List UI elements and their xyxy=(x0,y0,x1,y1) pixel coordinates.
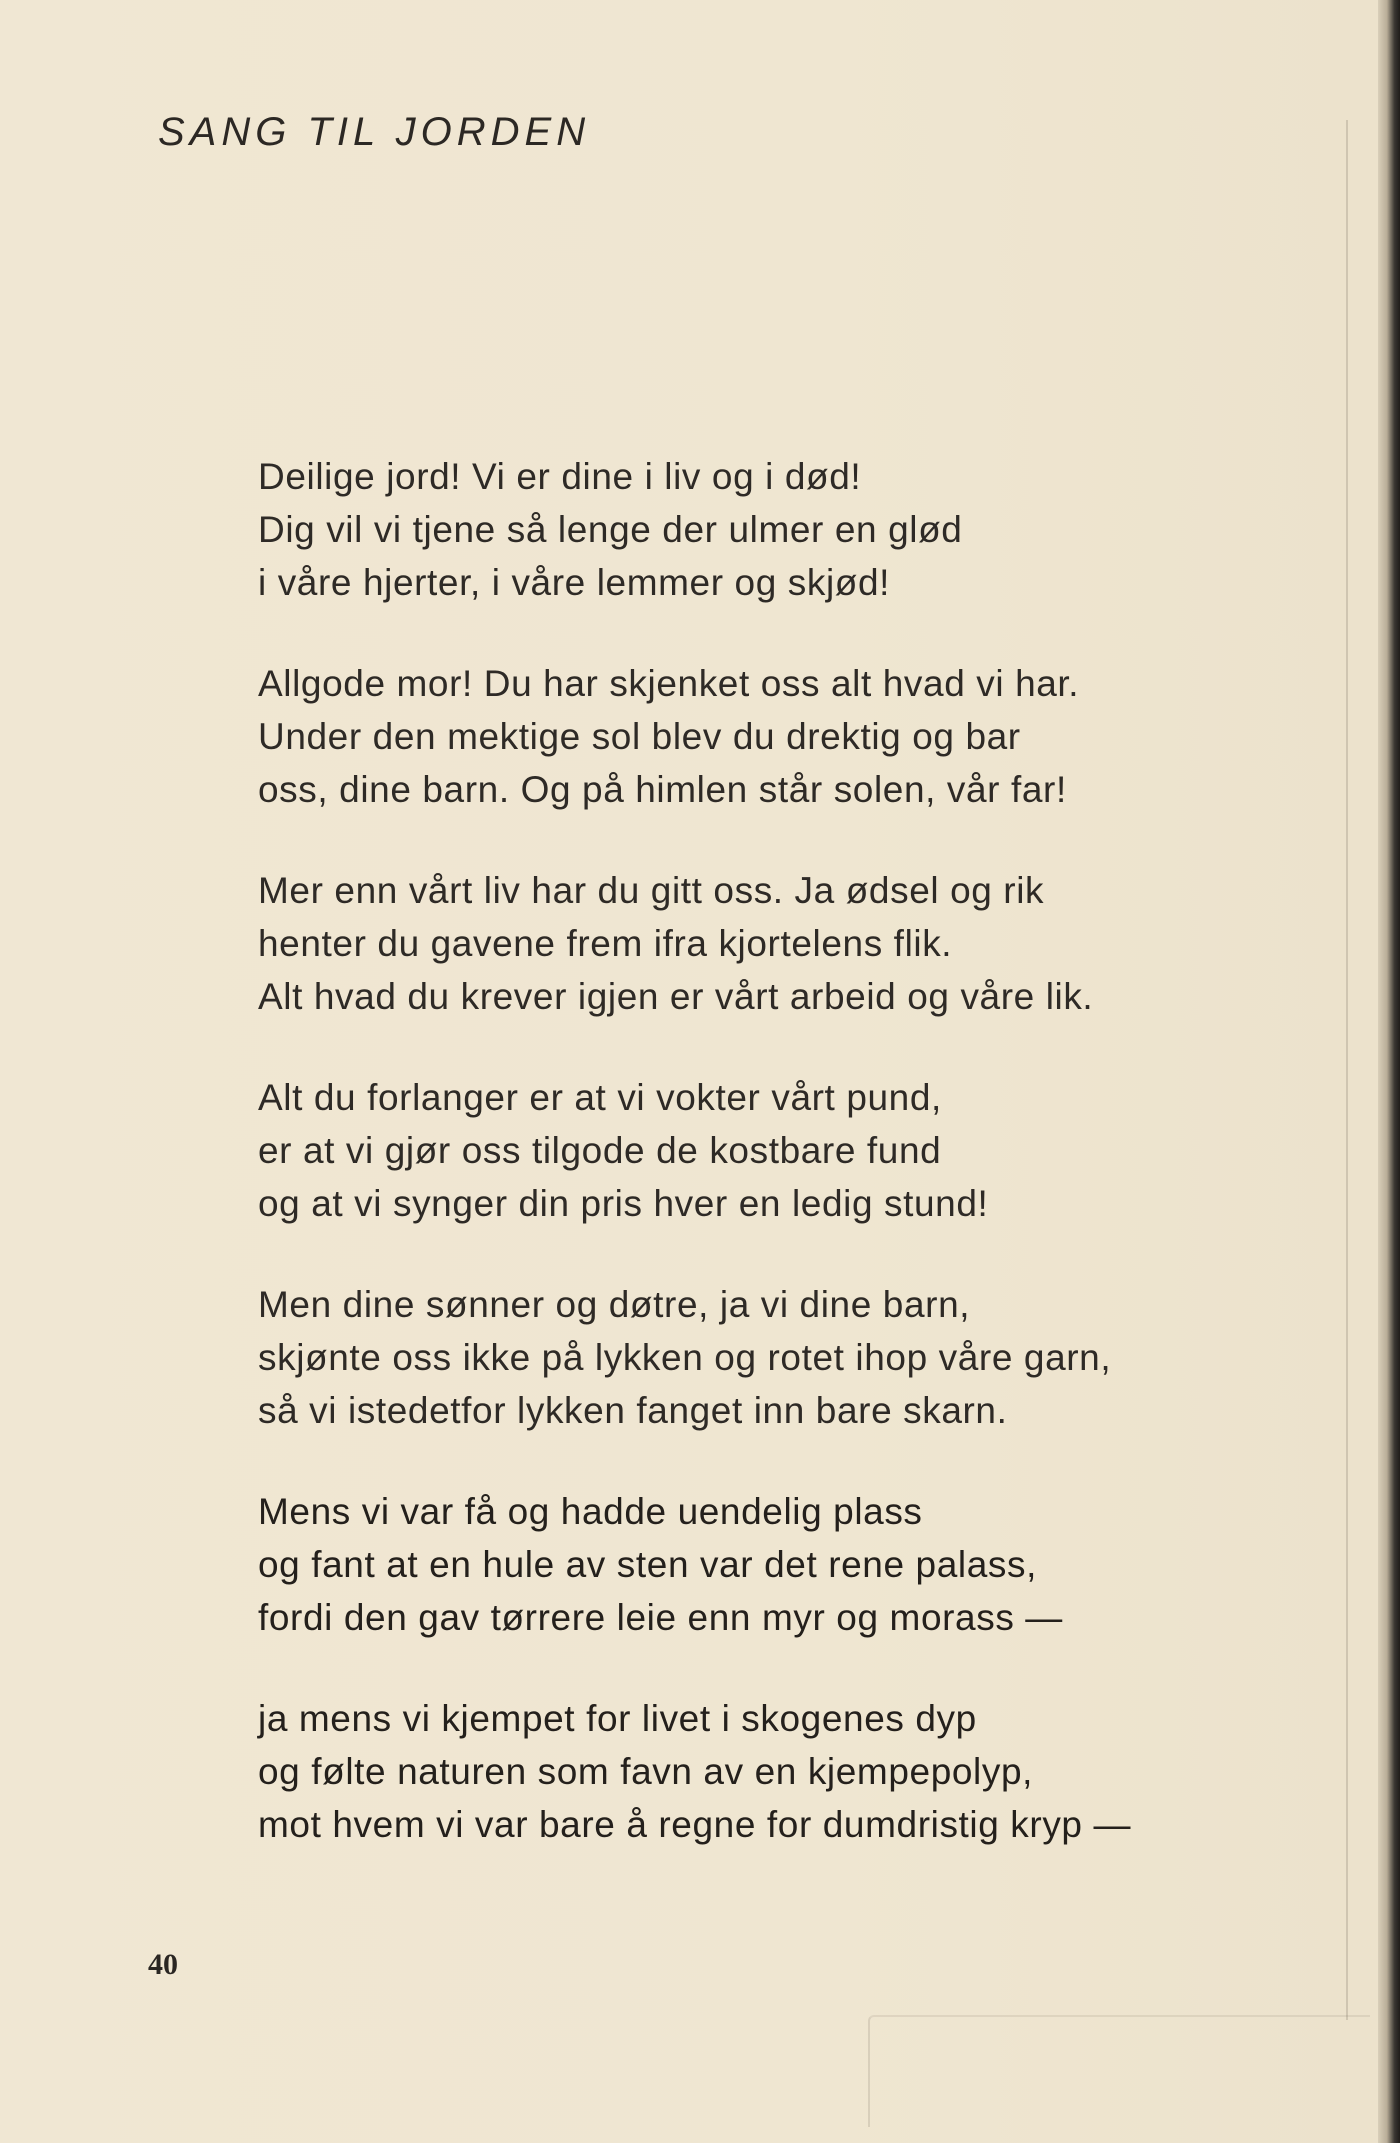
poem-line: og følte naturen som favn av en kjempepolyp, xyxy=(258,1751,1034,1792)
stanza xyxy=(258,450,1258,609)
poem-line: og fant at en hule av sten var det rene palass, xyxy=(258,1544,1037,1585)
poem-line: henter du gavene frem ifra kjortelens flik. xyxy=(258,923,953,964)
poem-line: Under den mektige sol blev du drektig og bar xyxy=(258,716,1021,757)
poem-line: Mens vi var få og hadde uendelig plass xyxy=(258,1491,923,1532)
poem-line: mot hvem vi var bare å regne for dumdristig kryp — xyxy=(258,1804,1132,1845)
poem-line: Dig vil vi tjene så lenge der ulmer en glød xyxy=(258,509,963,550)
stanza xyxy=(258,864,1258,1023)
stanza xyxy=(258,1071,1258,1230)
poem-line: Alt du forlanger er at vi vokter vårt pund, xyxy=(258,1077,942,1118)
stanza xyxy=(258,1278,1258,1437)
poem-line: Men dine sønner og døtre, ja vi dine barn, xyxy=(258,1284,971,1325)
poem-line: Alt hvad du krever igjen er vårt arbeid og våre lik. xyxy=(258,976,1094,1017)
poem-line: og at vi synger din pris hver en ledig stund! xyxy=(258,1183,989,1224)
poem-line: er at vi gjør oss tilgode de kostbare fund xyxy=(258,1130,942,1171)
stanza xyxy=(258,1692,1258,1851)
stanza xyxy=(258,657,1258,816)
poem-line: Mer enn vårt liv har du gitt oss. Ja ødsel og rik xyxy=(258,870,1045,911)
stanza xyxy=(258,1485,1258,1644)
poem-line: så vi istedetfor lykken fanget inn bare skarn. xyxy=(258,1390,1008,1431)
poem-line: Allgode mor! Du har skjenket oss alt hvad vi har. xyxy=(258,663,1080,704)
paper-crease xyxy=(868,2015,1370,2127)
poem-line: i våre hjerter, i våre lemmer og skjød! xyxy=(258,562,891,603)
book-spine-edge xyxy=(1378,0,1400,2143)
poem-line: oss, dine barn. Og på himlen står solen, vår far! xyxy=(258,769,1067,810)
page-edge-shadow xyxy=(1346,120,1348,2020)
poem-line: skjønte oss ikke på lykken og rotet ihop våre garn, xyxy=(258,1337,1112,1378)
poem-line: fordi den gav tørrere leie enn myr og morass — xyxy=(258,1597,1063,1638)
running-head: SANG TIL JORDEN xyxy=(158,110,591,154)
poem-line: Deilige jord! Vi er dine i liv og i død! xyxy=(258,456,862,497)
page-number: 40 xyxy=(148,1948,178,1981)
poem-line: ja mens vi kjempet for livet i skogenes dyp xyxy=(258,1698,977,1739)
poem-body xyxy=(258,450,1258,1899)
